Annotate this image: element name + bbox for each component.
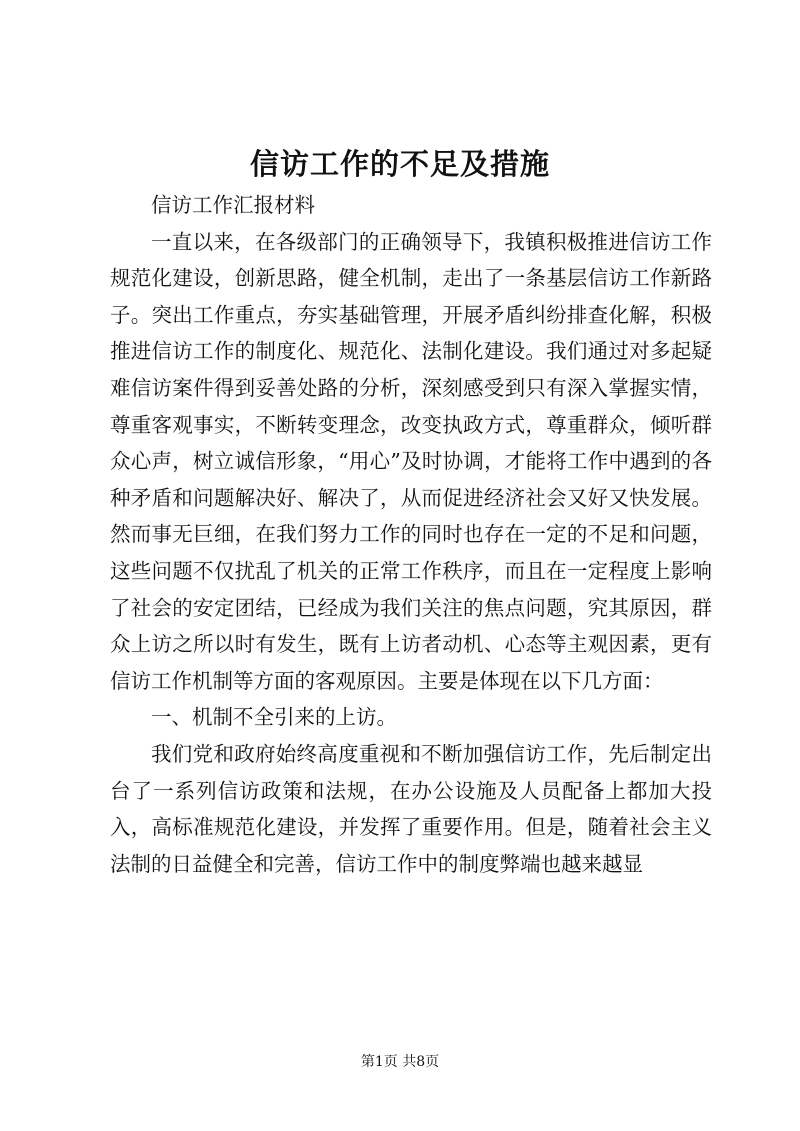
document-title: 信访工作的不足及措施 — [249, 147, 550, 181]
document-body — [110, 187, 712, 882]
paragraph-subtitle: 信访工作汇报材料 — [151, 193, 315, 217]
page-footer: 第1页 共8页 — [360, 1054, 440, 1070]
paragraph-section-body: 我们党和政府始终高度重视和不断加强信访工作，先后制定出台了一系列信访政策和法规，在办公设施及人员配备上都加大投入，高标准规范化建设，并发挥了重要作用。但是，随着社会主义法制的日益健全和完善，信访工作中的制度弊端也越来越显 — [110, 741, 712, 876]
paragraph-intro: 一直以来，在各级部门的正确领导下，我镇积极推进信访工作规范化建设，创新思路，健全机制，走出了一条基层信访工作新路子。突出工作重点，夯实基础管理，开展矛盾纠纷排查化解，积极推进信访工作的制度化、规范化、法制化建设。我们通过对多起疑难信访案件得到妥善处路的分析，深刻感受到只有深入掌握实情，尊重客观事实，不断转变理念，改变执政方式，尊重群众，倾听群众心声，树立诚信形象，“用心”及时协调，才能将工作中遇到的各种矛盾和问题解决好、解决了，从而促进经济社会又好又快发展。然而事无巨细，在我们努力工作的同时也存在一定的不足和问题，这些问题不仅扰乱了机关的正常工作秩序，而且在一定程度上影响了社会的安定团结，已经成为我们关注的焦点问题，究其原因，群众上访之所以时有发生，既有上访者动机、心态等主观因素，更有信访工作机制等方面的客观原因。主要是体现在以下几方面： — [110, 229, 712, 693]
paragraph-section-heading: 一、机制不全引来的上访。 — [151, 705, 397, 730]
